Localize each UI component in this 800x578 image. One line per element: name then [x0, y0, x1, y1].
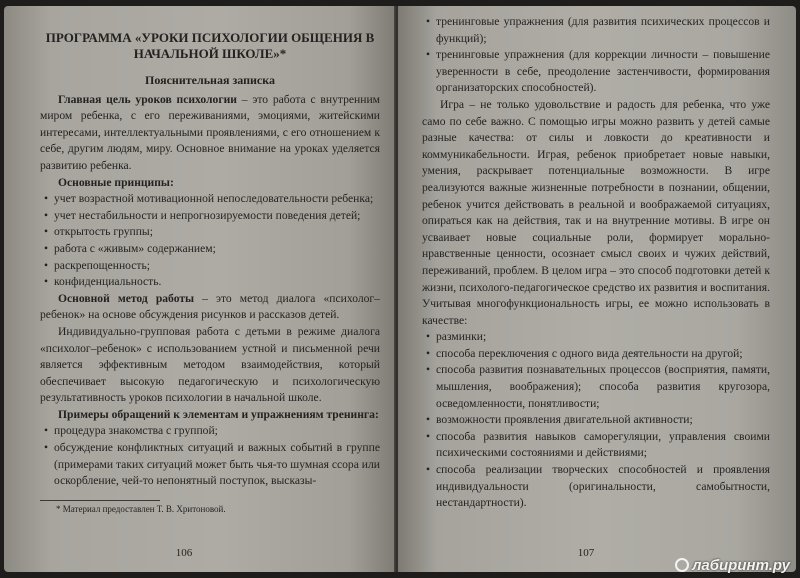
footnote-rule: [40, 500, 160, 501]
goal-paragraph: Главная цель уроков психологии – это работа с внутренним миром ребенка, с его переживаниями, эмоциями, житейскими интересами, интеллектуальными проявлениями, с его отношением к себе, другим людям, миру. Основное внимание на уроках уделяется развитию ребенка.: [40, 92, 380, 172]
list-item: • открытость группы;: [44, 225, 153, 239]
training-list: [422, 14, 770, 97]
list-item: • процедура знакомства с группой;: [44, 424, 218, 438]
list-item: • способа реализации творческих способностей и проявления индивидуальности (оригинальности, самобытности, нестандартности).: [426, 463, 770, 510]
game-paragraph: Игра – не только удовольствие и радость для ребенка, что уже само по себе важно. С помощью игры можно развить у детей самые разные качества: от силы и ловкости до креативности и коммуникабельности. Играя, ребенок приобретает новые навыки, умения, раскрывает потенциальные возможности. В игре реализуются важные жизненные потребности в познании, общении, ребенок учится действовать в реальной и воображаемой ситуациях, опираться как на действия, так и на внутренние мотивы. В игре он усваивает новые социальные роли, формирует морально-нравственные ценности, осознает смысл своих и чужих действий, переживаний, проблем. В целом игра – это способ подготовки детей к жизни, психолого-педагогическое средство их развития и воспитания. Учитывая многофункциональность игры, ее можно использовать в качестве:: [422, 97, 770, 327]
list-item: • учет возрастной мотивационной непоследовательности ребенка;: [44, 192, 374, 206]
labirint-watermark: лабиринт.ру: [675, 557, 790, 574]
principles-list: [40, 191, 380, 291]
program-title: ПРОГРАММА «УРОКИ ПСИХОЛОГИИ ОБЩЕНИЯ В НАЧАЛЬНОЙ ШКОЛЕ»*: [45, 30, 375, 61]
list-item: • способа развития навыков саморегуляции, управления своими психическими состояниями и действиями;: [426, 429, 770, 460]
list-item: • возможности проявления двигательной активности;: [426, 413, 693, 427]
list-item: • тренинговые упражнения (для развития психических процессов и функций);: [426, 15, 770, 45]
list-item: • тренинговые упражнения (для коррекции личности – повышение уверенности в себе, преодоление застенчивости, формирования организаторских способностей).: [426, 48, 770, 95]
list-item: • обсуждение конфликтных ситуаций и важных событий в группе (примерами таких ситуаций может быть чья-то шумная ссора или оскорбление, чей-то непонятный поступок, высказы-: [44, 441, 380, 488]
list-item: • раскрепощенность;: [44, 258, 150, 272]
list-item: • способа развития познавательных процессов (восприятия, памяти, мышления, воображения); способа развития кругозора, осведомленности, понятливости;: [426, 363, 770, 410]
page-number-right: 107: [577, 547, 595, 560]
right-page: [398, 6, 796, 572]
method-paragraph: Основной метод работы – это метод диалога «психолог–ребенок» на основе обсуждения рисунков и рассказов детей.: [40, 291, 380, 322]
examples-heading: Примеры обращений к элементам и упражнениям тренинга:: [58, 407, 379, 421]
list-item: • конфиденциальность.: [44, 275, 162, 289]
examples-list: [40, 423, 380, 489]
list-item: • способа переключения с одного вида деятельности на другой;: [426, 346, 743, 360]
section-subtitle: Пояснительная записка: [144, 73, 275, 87]
footnote: * Материал предоставлен Т. В. Хритоновой.: [56, 503, 226, 514]
list-item: • работа с «живым» содержанием;: [44, 241, 216, 255]
principles-heading: Основные принципы:: [58, 175, 174, 189]
list-item: • учет нестабильности и непрогнозируемости поведения детей;: [44, 208, 361, 222]
page-number-left: 106: [175, 547, 193, 560]
list-item: • разминки;: [426, 330, 487, 344]
left-page: [4, 6, 396, 572]
labirint-logo-icon: [675, 558, 689, 572]
dialog-paragraph: Индивидуально-групповая работа с детьми в режиме диалога «психолог–ребенок» с использованием устной и письменной речи является эффективным методом взаимодействия, который обеспечивает высокую педагогическую и психологическую результативность уроков психологии в начальной школе.: [40, 324, 380, 405]
game-uses-list: [422, 329, 770, 512]
